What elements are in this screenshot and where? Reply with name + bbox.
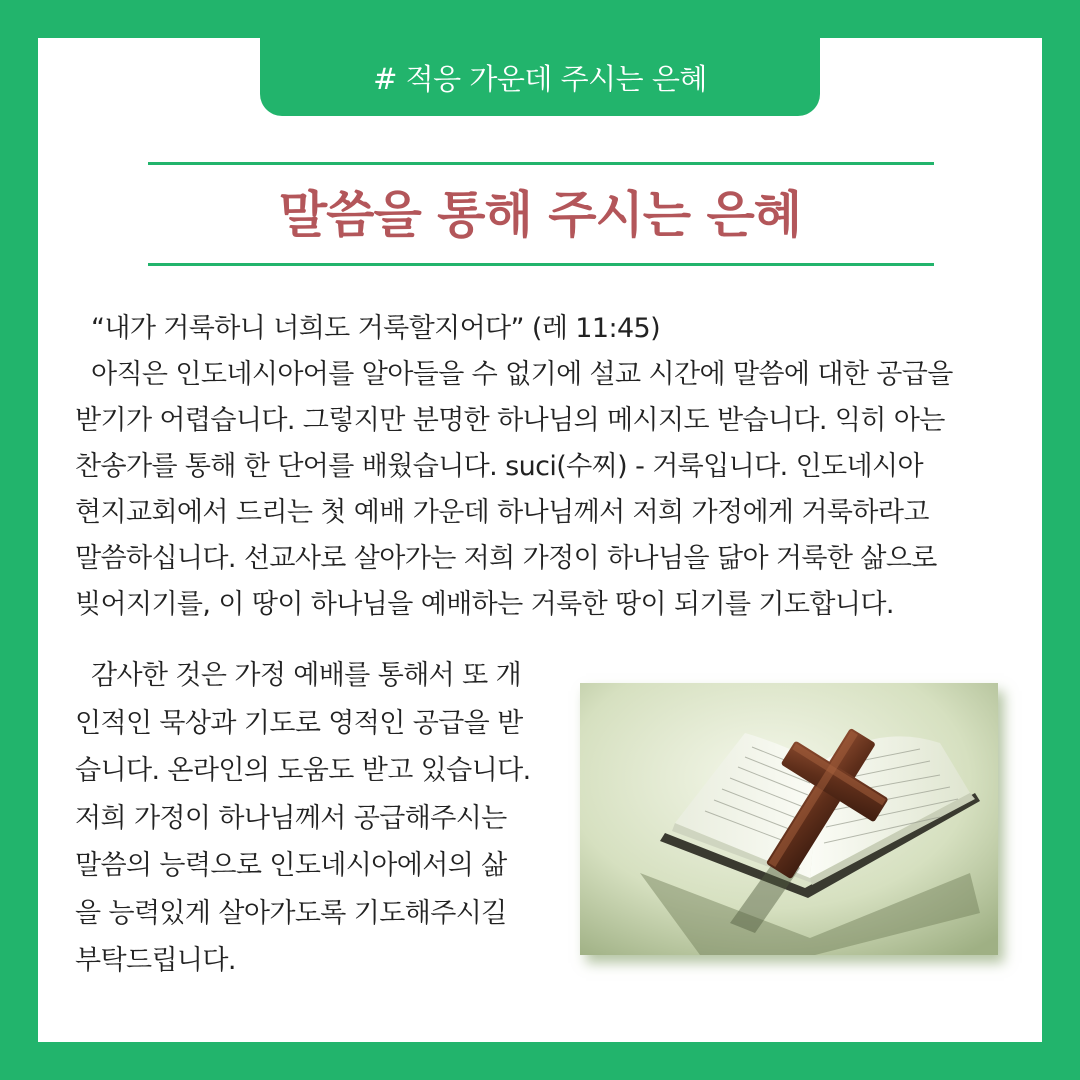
title-rule-top <box>148 162 934 165</box>
bible-cross-illustration <box>580 683 998 955</box>
text-line: 말씀의 능력으로 인도네시아에서의 삶 <box>75 850 507 881</box>
page-title: 말씀을 통해 주시는 은혜 <box>278 186 802 244</box>
text-line: 현지교회에서 드리는 첫 예배 가운데 하나님께서 저희 가정에게 거룩하라고 <box>75 497 929 528</box>
bible-cross-photo <box>580 683 998 955</box>
text-line: 인적인 묵상과 기도로 영적인 공급을 받 <box>75 707 523 739</box>
text-line: 감사한 것은 가정 예배를 통해서 또 개 <box>75 660 522 691</box>
text-line: 아직은 인도네시아어를 알아들을 수 없기에 설교 시간에 말씀에 대한 공급을 <box>75 359 953 390</box>
title-rule-bottom <box>148 263 934 266</box>
text-line: 부탁드립니다. <box>75 945 236 976</box>
text-line: 찬송가를 통해 한 단어를 배웠습니다. suci(수찌) - 거룩입니다. 인도네시아 <box>75 451 923 482</box>
text-line: 받기가 어렵습니다. 그렇지만 분명한 하나님의 메시지도 받습니다. 익히 아는 <box>75 405 945 436</box>
body-paragraph-2 <box>75 652 595 985</box>
text-line: “내가 거룩하니 너희도 거룩할지어다” (레 11:45) <box>75 313 661 344</box>
text-line: 빚어지기를, 이 땅이 하나님을 예배하는 거룩한 땅이 되기를 기도합니다. <box>75 589 894 620</box>
text-line: 저희 가정이 하나님께서 공급해주시는 <box>75 802 507 834</box>
text-line: 을 능력있게 살아가도록 기도해주시길 <box>75 897 507 929</box>
text-line: 습니다. 온라인의 도움도 받고 있습니다. <box>75 755 531 786</box>
section-tab <box>260 38 820 116</box>
body-paragraph-1 <box>75 306 1015 628</box>
section-tab-label: # 적응 가운데 주시는 은혜 <box>373 61 707 96</box>
text-line: 말씀하십니다. 선교사로 살아가는 저희 가정이 하나님을 닮아 거룩한 삶으로 <box>75 543 937 574</box>
content-card <box>38 38 1042 1042</box>
